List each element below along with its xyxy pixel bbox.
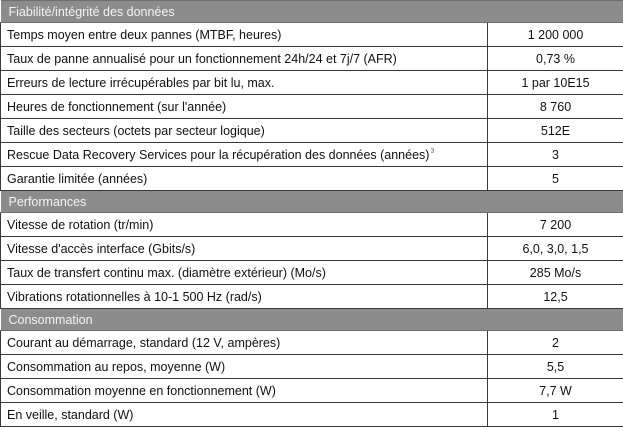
row-value: 1 200 000 (488, 23, 623, 47)
row-value: 512E (488, 119, 623, 143)
table-row (1, 167, 623, 191)
row-label-with-footnote (1, 143, 488, 167)
row-label: Taux de panne annualisé pour un fonctionnement 24h/24 et 7j/7 (AFR) (1, 47, 488, 71)
table-row (1, 47, 623, 71)
row-value: 285 Mo/s (488, 261, 623, 285)
section-header-reliability (1, 1, 623, 23)
row-label: Temps moyen entre deux pannes (MTBF, heures) (1, 23, 488, 47)
row-label: Vitesse d'accès interface (Gbits/s) (1, 237, 488, 261)
row-value: 2 (488, 331, 623, 355)
row-label: Vitesse de rotation (tr/min) (1, 213, 488, 237)
table-row (1, 143, 623, 167)
row-value: 6,0, 3,0, 1,5 (488, 237, 623, 261)
footnote-marker: 3 (430, 148, 435, 156)
table-row (1, 213, 623, 237)
table-row (1, 331, 623, 355)
table-row (1, 119, 623, 143)
section-title: Consommation (1, 309, 623, 331)
section-header-power (1, 309, 623, 331)
section-header-performance (1, 191, 623, 213)
table-row (1, 71, 623, 95)
row-label: Taille des secteurs (octets par secteur logique) (1, 119, 488, 143)
row-value: 12,5 (488, 285, 623, 309)
row-value: 1 (488, 403, 623, 427)
row-label: Taux de transfert continu max. (diamètre extérieur) (Mo/s) (1, 261, 488, 285)
row-label: En veille, standard (W) (1, 403, 488, 427)
row-value: 0,73 % (488, 47, 623, 71)
row-label: Erreurs de lecture irrécupérables par bit lu, max. (1, 71, 488, 95)
row-label: Rescue Data Recovery Services pour la récupération des données (années) (7, 147, 430, 162)
row-label: Vibrations rotationnelles à 10-1 500 Hz (rad/s) (1, 285, 488, 309)
spec-table-body (1, 1, 623, 427)
section-title: Performances (1, 191, 623, 213)
row-value: 5 (488, 167, 623, 191)
row-label: Consommation moyenne en fonctionnement (W) (1, 379, 488, 403)
row-value: 7,7 W (488, 379, 623, 403)
table-row (1, 261, 623, 285)
row-label: Consommation au repos, moyenne (W) (1, 355, 488, 379)
row-value: 7 200 (488, 213, 623, 237)
row-value: 3 (488, 143, 623, 167)
table-row (1, 355, 623, 379)
row-value: 8 760 (488, 95, 623, 119)
table-row (1, 403, 623, 427)
table-row (1, 23, 623, 47)
table-row (1, 379, 623, 403)
row-value: 1 par 10E15 (488, 71, 623, 95)
row-value: 5,5 (488, 355, 623, 379)
row-label: Heures de fonctionnement (sur l'année) (1, 95, 488, 119)
table-row (1, 95, 623, 119)
row-label: Garantie limitée (années) (1, 167, 488, 191)
section-title: Fiabilité/intégrité des données (1, 1, 623, 23)
table-row (1, 237, 623, 261)
row-label: Courant au démarrage, standard (12 V, ampères) (1, 331, 488, 355)
table-row (1, 285, 623, 309)
